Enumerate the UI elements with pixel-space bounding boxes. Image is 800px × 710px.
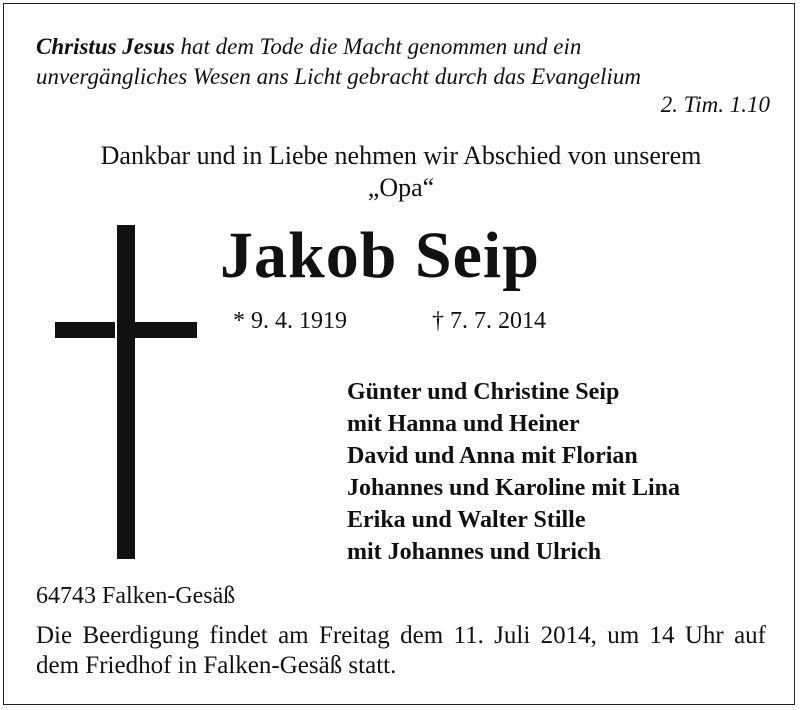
bible-verse bbox=[36, 32, 766, 92]
family-line: Johannes und Karoline mit Lina bbox=[347, 475, 680, 501]
intro-text bbox=[36, 140, 766, 204]
family-line: mit Hanna und Heiner bbox=[347, 411, 580, 437]
deceased-name: Jakob Seip bbox=[220, 219, 540, 292]
verse-line1: hat dem Tode die Macht genommen und ein bbox=[174, 34, 582, 59]
intro-line1: Dankbar und in Liebe nehmen wir Abschied von unserem bbox=[100, 141, 702, 170]
family-list bbox=[347, 376, 680, 568]
family-line: Erika und Walter Stille bbox=[347, 507, 586, 533]
verse-line2: unvergängliches Wesen ans Licht gebracht durch das Evangelium bbox=[36, 64, 641, 89]
verse-bold: Christus Jesus bbox=[36, 34, 175, 59]
intro-line2: „Opa“ bbox=[367, 173, 435, 202]
family-line: David und Anna mit Florian bbox=[347, 443, 638, 469]
birth-date: * 9. 4. 1919 bbox=[233, 308, 347, 334]
cross-icon bbox=[55, 225, 201, 563]
death-date: † 7. 7. 2014 bbox=[432, 308, 546, 334]
family-line: Günter und Christine Seip bbox=[347, 379, 620, 405]
funeral-notice: Die Beerdigung findet am Freitag dem 11. Juli 2014, um 14 Uhr auf dem Friedhof in Falken-Gesäß statt. bbox=[36, 622, 766, 679]
place-text: 64743 Falken-Gesäß bbox=[36, 583, 236, 609]
verse-reference: 2. Tim. 1.10 bbox=[660, 92, 770, 117]
family-line: mit Johannes und Ulrich bbox=[347, 539, 602, 565]
